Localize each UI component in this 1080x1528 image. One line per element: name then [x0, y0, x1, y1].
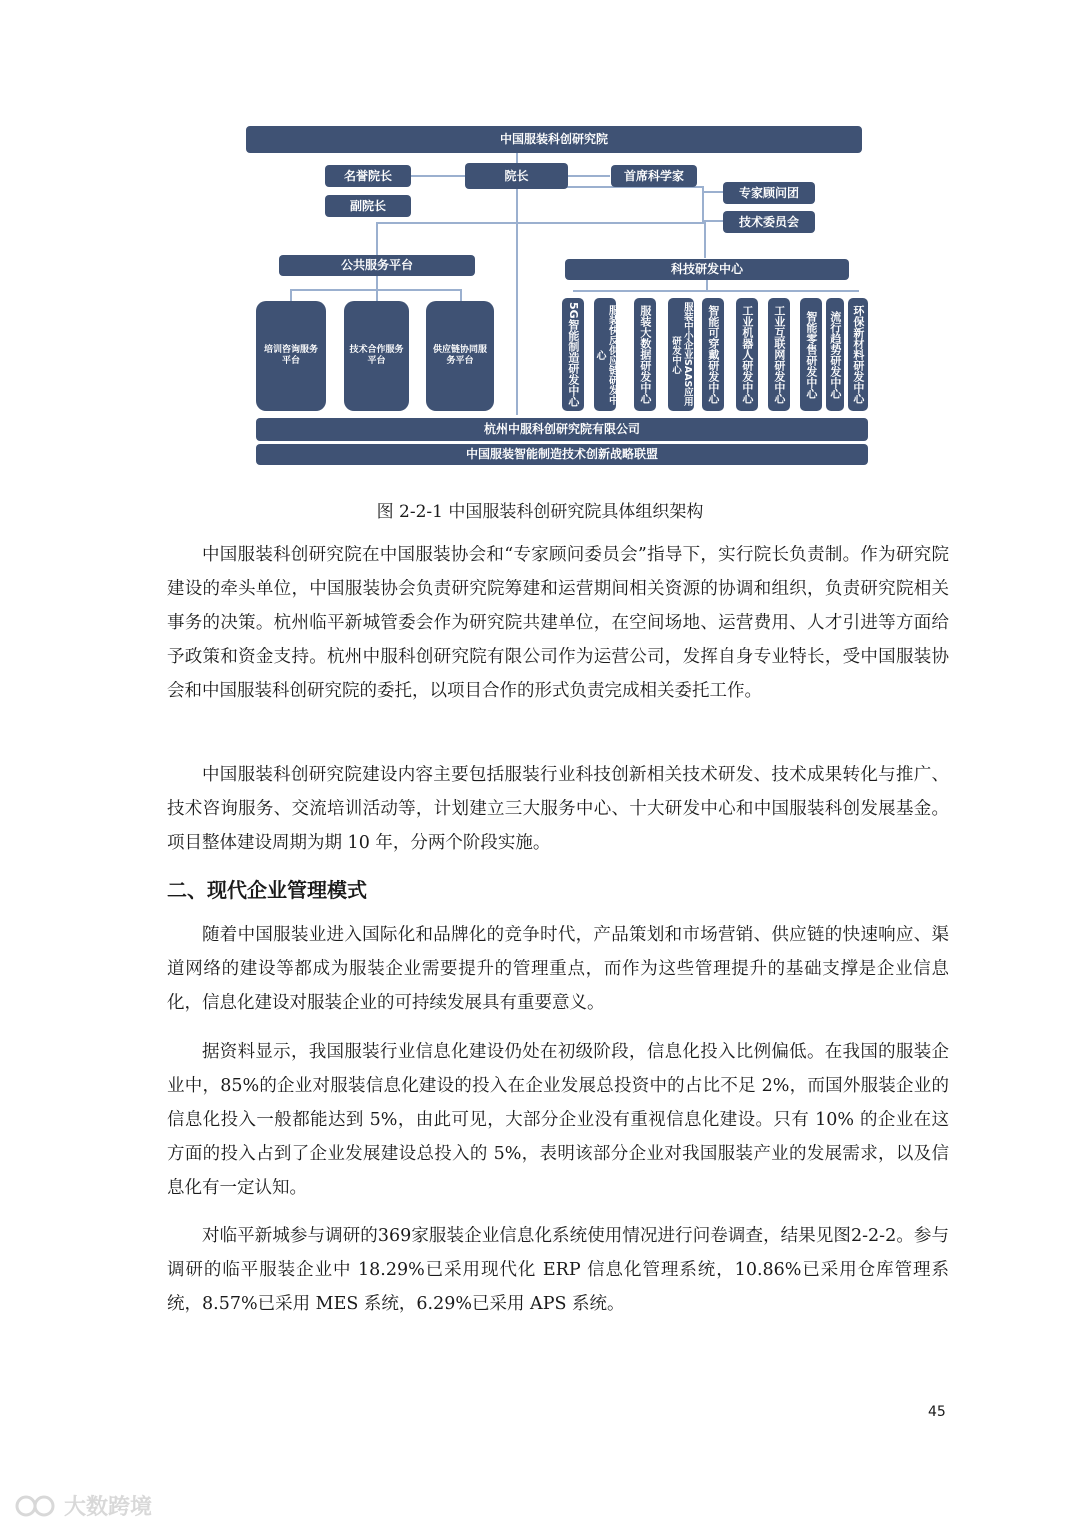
connector-line	[516, 153, 518, 415]
rd-unit-box: 流行趋势研发中心	[826, 298, 844, 411]
connector-line	[704, 222, 706, 258]
chief-scientist-box: 首席科学家	[611, 165, 697, 187]
rd-unit-box: 环保新材料研发中心	[848, 298, 868, 411]
alliance-bar: 中国服装智能制造技术创新战略联盟	[256, 444, 868, 465]
institute-box: 中国服装科创研究院	[246, 126, 862, 153]
connector-line	[376, 222, 378, 256]
public-platform-box: 公共服务平台	[279, 255, 475, 276]
figure-caption: 图 2-2-1 中国服装科创研究院具体组织架构	[376, 502, 704, 522]
paragraph: 据资料显示，我国服装行业信息化建设仍处在初级阶段，信息化投入比例偏低。在我国的服装企业中，85%的企业对服装信息化建设的投入在企业发展总投资中的占比不足 2%，而国外服装企业的信息化投入一般都能达到 5%，由此可见，大部分企业没有重视信息化建设。只有 10% 的企业在这方面的投入占到了企业发展建设总投入的 5%，表明该部分企业对我国服装产业的发展需求，以及信息化有一定认知。	[167, 1042, 949, 1198]
rd-unit-box: 服装中小企业SAAS应用研发中心	[668, 298, 694, 411]
paragraph: 对临平新城参与调研的369家服装企业信息化系统使用情况进行问卷调查，结果见图2-2-2。参与调研的临平服装企业中 18.29%已采用现代化 ERP 信息化管理系统，10.86%已采用仓库管理系统，8.57%已采用 MES 系统，6.29%已采用 APS 系统。	[167, 1226, 949, 1314]
org-chart	[0, 0, 1080, 480]
paragraph: 随着中国服装业进入国际化和品牌化的竞争时代，产品策划和市场营销、供应链的快速响应、渠道网络的建设等都成为服装企业需要提升的管理重点，而作为这些管理提升的基础支撑是企业信息化，信息化建设对服装企业的可持续发展具有重要意义。	[167, 925, 949, 1013]
rd-unit-box: 工业机器人研发中心	[736, 298, 758, 411]
president-box: 院长	[465, 163, 568, 189]
watermark-logo-icon	[14, 1494, 58, 1518]
connector-line	[516, 222, 706, 224]
paragraph: 中国服装科创研究院在中国服装协会和“专家顾问委员会”指导下，实行院长负责制。作为研究院建设的牵头单位，中国服装协会负责研究院筹建和运营期间相关资源的协调和组织，负责研究院相关事务的决策。杭州临平新城管委会作为研究院共建单位，在空间场地、运营费用、人才引进等方面给予政策和资金支持。杭州中服科创研究院有限公司作为运营公司，发挥自身专业特长，受中国服装协会和中国服装科创研究院的委托，以项目合作的形式负责完成相关委托工作。	[167, 545, 949, 701]
connector-line	[290, 289, 292, 301]
vice-president-box: 副院长	[325, 195, 411, 217]
honorary-president-box: 名誉院长	[325, 165, 411, 187]
connector-line	[573, 290, 859, 292]
tech-committee-box: 技术委员会	[723, 211, 815, 233]
connector-line	[702, 220, 724, 222]
page-number: 45	[928, 1404, 946, 1420]
platform-box: 技术合作服务平台	[344, 301, 409, 411]
platform-box: 培训咨询服务平台	[256, 301, 326, 411]
paragraph: 中国服装科创研究院建设内容主要包括服装行业科技创新相关技术研发、技术成果转化与推广、技术咨询服务、交流培训活动等，计划建立三大服务中心、十大研发中心和中国服装科创发展基金。项目整体建设周期为期 10 年，分两个阶段实施。	[167, 765, 949, 853]
connector-line	[460, 289, 462, 301]
rd-unit-box: 5G智能制造研发中心	[562, 298, 584, 411]
rd-unit-box: 智能可穿戴研发中心	[702, 298, 724, 411]
rd-unit-box: 服装快反供应链研发中心	[594, 298, 616, 411]
rd-unit-box: 智能零售研发中心	[800, 298, 822, 411]
connector-line	[376, 276, 378, 290]
watermark-text: 大数跨境	[64, 1495, 153, 1520]
connector-line	[702, 191, 724, 193]
section-heading: 二、现代企业管理模式	[167, 878, 367, 902]
expert-group-box: 专家顾问团	[723, 182, 815, 204]
connector-line	[376, 289, 378, 301]
connector-line	[706, 280, 708, 291]
rd-unit-box: 工业互联网研发中心	[768, 298, 790, 411]
platform-box: 供应链协同服务平台	[426, 301, 494, 411]
company-bar: 杭州中服科创研究院有限公司	[256, 418, 868, 441]
rd-center-box: 科技研发中心	[565, 259, 849, 280]
rd-unit-box: 服装大数据研发中心	[634, 298, 656, 411]
connector-line	[376, 222, 518, 224]
watermark	[14, 1490, 152, 1521]
